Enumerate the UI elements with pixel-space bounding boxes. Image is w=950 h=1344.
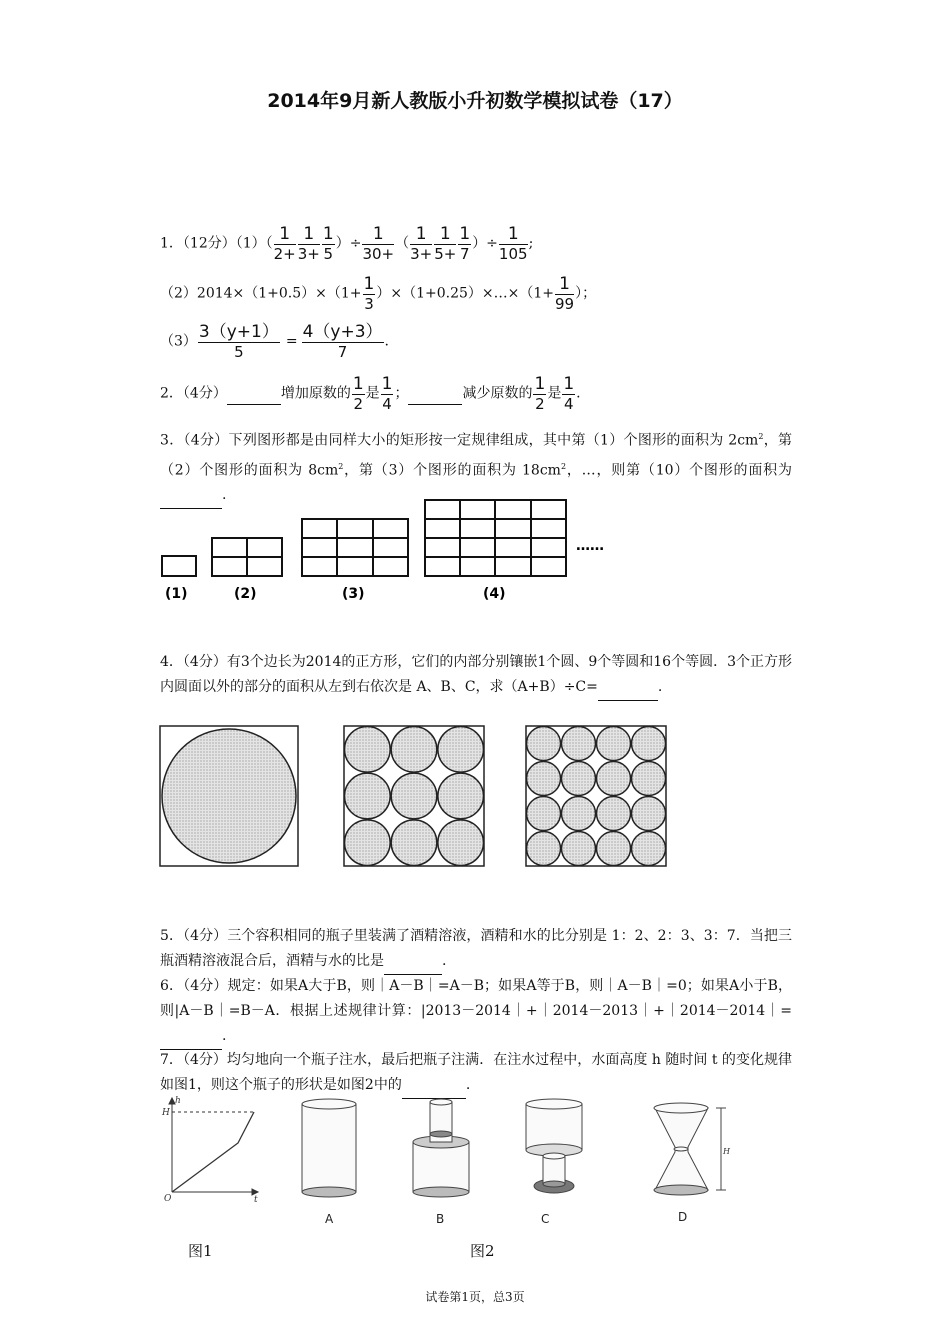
q6-text: 6．（4分）规定：如果A大于B，则｜A－B｜=A－B；如果A等于B，则｜A－B｜=0；如果A小于B，则|A－B｜=B－A．根据上述规律计算：|2013－2014｜+｜2014－2013｜+｜2014－2014｜= xyxy=(160,978,792,1019)
axis-label-h: h xyxy=(175,1096,181,1106)
square-2 xyxy=(344,726,484,866)
inscribed-circle xyxy=(527,797,561,831)
q1-text: （ xyxy=(395,235,410,252)
fraction: $\frac{1}{105}$ xyxy=(498,224,528,263)
fraction: $\frac{1}{2}$ xyxy=(352,374,364,413)
bottle-label: D xyxy=(678,1210,688,1224)
fraction: $\frac{1}{2+}$ xyxy=(273,224,296,263)
fraction: $\frac{1}{3}$ xyxy=(363,274,375,313)
rectangle-pattern-figure xyxy=(155,495,625,610)
inscribed-circle xyxy=(562,762,596,796)
ellipsis-text: …… xyxy=(576,538,604,554)
page-title: 2014年9月新人教版小升初数学模拟试卷（17） xyxy=(267,90,683,112)
inscribed-circle xyxy=(597,832,631,866)
q1-text: （3） xyxy=(160,333,197,350)
q2-text: 增加原数的 xyxy=(280,385,351,402)
fraction: $\frac{1}{99}$ xyxy=(555,274,575,313)
q4-text: 4．（4分）有3个边长为2014的正方形，它们的内部分别镶嵌1个圆、9个等圆和16个等圆．3个正方形内圆面以外的部分的面积从左到右依次是 A、B、C，求（A+B）÷C= xyxy=(160,654,792,695)
q1-text: ; xyxy=(528,235,534,252)
figure-1-caption: 图1 xyxy=(188,1242,213,1260)
inscribed-circle xyxy=(438,773,484,819)
figure-2-caption: 图2 xyxy=(470,1242,495,1260)
fraction: $\frac{1}{7}$ xyxy=(459,224,471,263)
superscript: 2 xyxy=(560,461,567,471)
fraction: $\frac{1}{4}$ xyxy=(381,374,393,413)
inscribed-circle xyxy=(391,773,437,819)
q2-text: 是 xyxy=(365,385,380,402)
inscribed-circle xyxy=(527,727,561,761)
inscribed-circle xyxy=(562,832,596,866)
superscript: 2 xyxy=(338,461,344,471)
circles-in-squares-figure xyxy=(158,724,670,870)
pattern-3 xyxy=(302,519,408,576)
question-1-part-2 xyxy=(160,274,596,313)
answer-blank[interactable] xyxy=(384,949,442,975)
axis-label-t: t xyxy=(254,1195,258,1205)
page-footer: 试卷第1页，总3页 xyxy=(425,1290,525,1304)
q3-text: ，第（2）个图形的面积为 8cm xyxy=(160,432,792,479)
inscribed-circle xyxy=(632,832,666,866)
q1-prefix: 1．（12分）（1）（ xyxy=(160,235,273,252)
inscribed-circle xyxy=(438,820,484,866)
pattern-label: (2) xyxy=(234,586,257,602)
superscript: 2 xyxy=(758,432,764,441)
inscribed-circle xyxy=(632,762,666,796)
q2-text: 是 xyxy=(547,385,562,402)
answer-blank[interactable] xyxy=(598,675,658,701)
pattern-label: (1) xyxy=(165,586,188,602)
question-6 xyxy=(160,974,792,1050)
pattern-label: (4) xyxy=(483,586,506,602)
q4-text: . xyxy=(657,679,663,695)
bottle-a xyxy=(302,1099,356,1197)
pattern-1 xyxy=(162,556,196,576)
inscribed-circle xyxy=(527,832,561,866)
q3-text: ，…，则第（10）个图形的面积为 xyxy=(566,462,792,479)
inscribed-circle xyxy=(562,797,596,831)
square-3 xyxy=(526,726,666,866)
q2-text: 减少原数的 xyxy=(462,385,533,402)
inscribed-circle xyxy=(345,820,391,866)
q5-text: . xyxy=(442,953,447,969)
answer-blank[interactable] xyxy=(227,384,281,405)
inscribed-circle xyxy=(345,727,391,773)
question-4 xyxy=(160,650,792,701)
inscribed-circle xyxy=(391,820,437,866)
bottle-label: B xyxy=(436,1212,445,1226)
answer-blank[interactable] xyxy=(160,1024,222,1050)
height-time-graph xyxy=(169,1098,258,1195)
inscribed-circle xyxy=(391,727,437,773)
question-1-part-3 xyxy=(160,322,389,361)
inscribed-circle xyxy=(345,773,391,819)
height-indicator-label: H xyxy=(723,1147,730,1156)
inscribed-circle xyxy=(632,797,666,831)
fraction: $\frac{1}{4}$ xyxy=(563,374,575,413)
inscribed-circle xyxy=(597,762,631,796)
origin-label: O xyxy=(164,1194,172,1204)
fraction: $\frac{1}{3+}$ xyxy=(410,224,433,263)
answer-blank[interactable] xyxy=(408,384,462,405)
q3-text: 3．（4分）下列图形都是由同样大小的矩形按一定规律组成，其中第（1）个图形的面积为 2cm xyxy=(160,432,759,449)
fraction: $\frac{3(y+1)}{5}$ xyxy=(198,322,279,361)
inscribed-circle xyxy=(438,727,484,773)
pattern-2 xyxy=(212,538,282,576)
q2-text: . xyxy=(576,385,581,402)
inscribed-circle xyxy=(597,797,631,831)
q1-text: ）×（1+0.25）×…×（1+ xyxy=(376,285,555,302)
fraction: $\frac{1}{5}$ xyxy=(322,224,334,263)
q5-text: 5．（4分）三个容积相同的瓶子里装满了酒精溶液，酒精和水的比分别是 1：2、2：3、3：7．当把三瓶酒精溶液混合后，酒精与水的比是 xyxy=(160,928,792,969)
inscribed-circle xyxy=(632,727,666,761)
q7-text: . xyxy=(465,1077,471,1093)
fraction: $\frac{1}{30+}$ xyxy=(362,224,395,263)
bottle-label: A xyxy=(325,1212,334,1226)
bottle-label: C xyxy=(541,1212,550,1226)
q2-text: ； xyxy=(394,385,409,402)
inscribed-circle xyxy=(597,727,631,761)
question-5 xyxy=(160,924,792,975)
inscribed-circle xyxy=(527,762,561,796)
circle-large xyxy=(162,729,296,863)
pattern-4 xyxy=(425,500,566,576)
equals-sign: = xyxy=(285,333,298,350)
q2-prefix: 2．（4分） xyxy=(160,385,227,402)
pattern-label: (3) xyxy=(342,586,365,602)
q3-text: ，第（3）个图形的面积为 18cm xyxy=(343,462,561,479)
water-bottle-figure xyxy=(158,1092,738,1232)
bottle-d xyxy=(654,1103,708,1195)
q1-text: ）÷ xyxy=(335,235,362,252)
q1-text: （2）2014×（1+0.5）×（1+ xyxy=(160,285,362,302)
bottle-b xyxy=(413,1099,469,1197)
q7-text: 7．（4分）均匀地向一个瓶子注水，最后把瓶子注满．在注水过程中，水面高度 h 随时间 t 的变化规律如图1，则这个瓶子的形状是如图2中的 xyxy=(160,1052,792,1093)
fraction: $\frac{1}{5+}$ xyxy=(434,224,457,263)
question-2 xyxy=(160,374,581,413)
q3-text: . xyxy=(222,487,227,504)
fraction: $\frac{1}{3+}$ xyxy=(297,224,320,263)
q1-text: ）÷ xyxy=(472,235,498,252)
q1-text: ）； xyxy=(575,285,597,302)
q6-text: . xyxy=(222,1028,227,1044)
question-1-part-1 xyxy=(160,224,533,263)
q1-text: . xyxy=(384,333,389,350)
inscribed-circle xyxy=(562,727,596,761)
bottle-c xyxy=(526,1099,582,1193)
fraction: $\frac{4(y+3)}{7}$ xyxy=(302,322,383,361)
fraction: $\frac{1}{2}$ xyxy=(534,374,546,413)
axis-label-H: H xyxy=(162,1108,170,1118)
